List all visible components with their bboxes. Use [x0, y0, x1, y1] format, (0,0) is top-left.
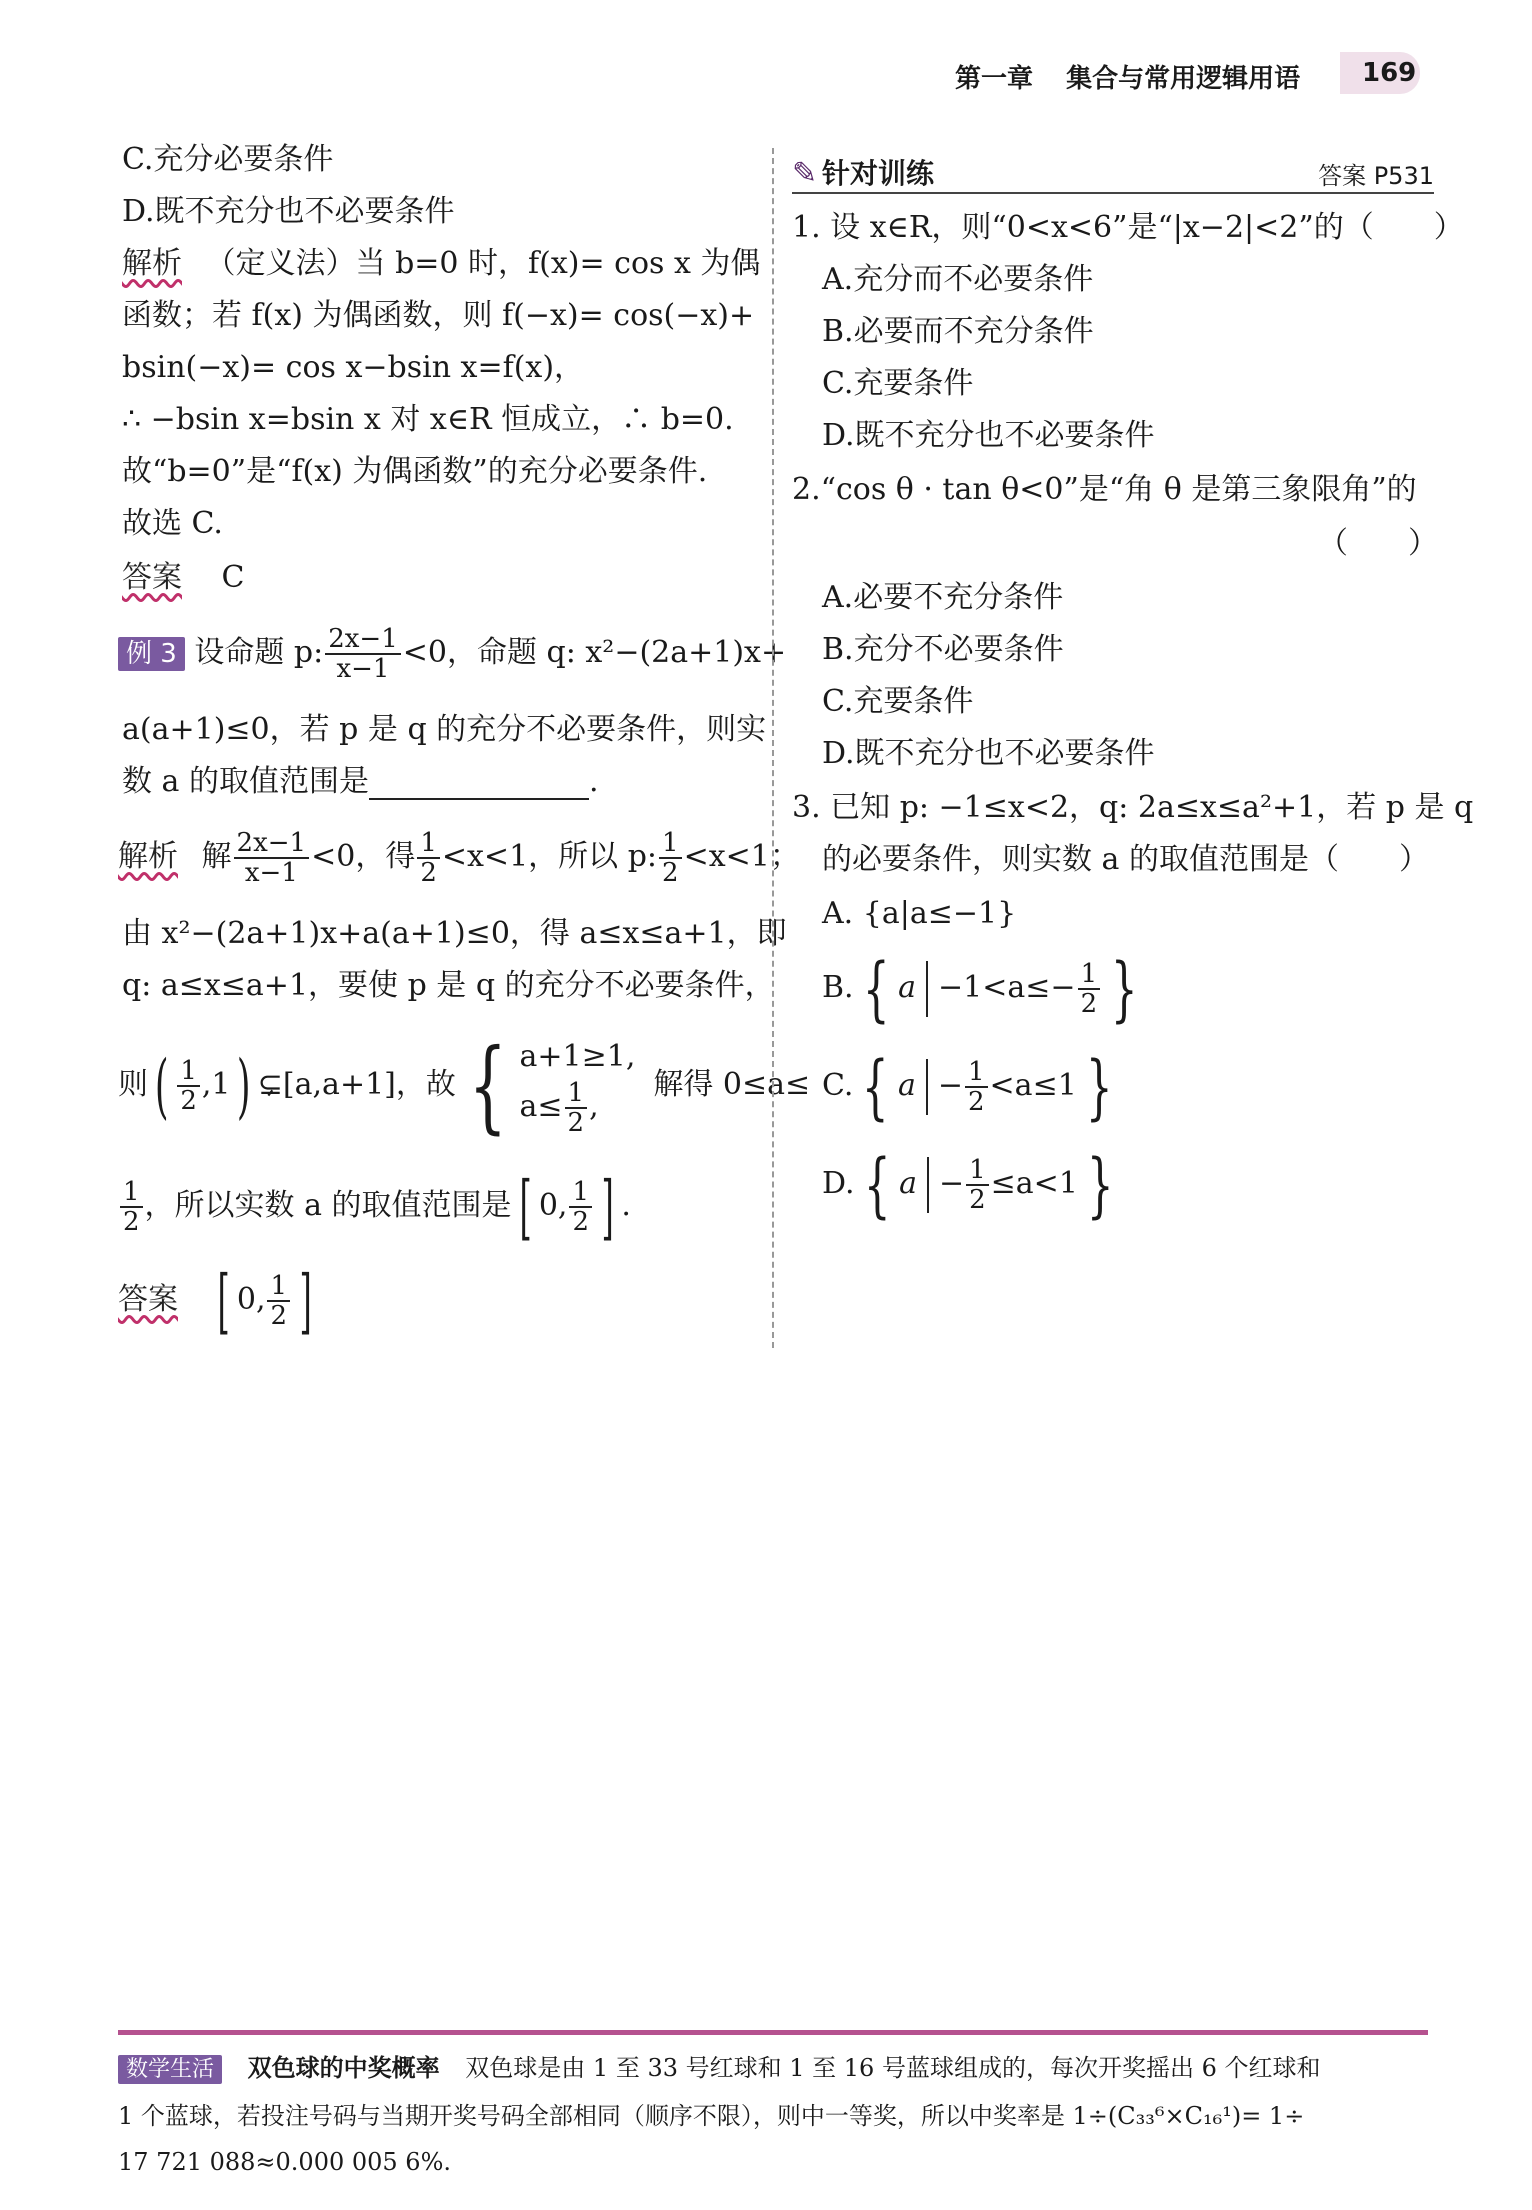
- footer-line-3: 17 721 088≈0.000 005 6%.: [118, 2148, 451, 2176]
- question-2-option-b: B.充分不必要条件: [822, 632, 1064, 667]
- footer-line-1: 数学生活 双色球的中奖概率 双色球是由 1 至 33 号红球和 1 至 16 号蓝球组成的，每次开奖摇出 6 个红球和: [118, 2045, 1428, 2093]
- answer-value: C: [221, 560, 245, 595]
- page-number: 169: [1362, 58, 1417, 88]
- solution-line-3: q: a≤x≤a+1，要使 p 是 q 的充分不必要条件，: [122, 968, 775, 1003]
- option-c: C.充分必要条件: [122, 142, 334, 177]
- option-d: D.既不充分也不必要条件: [122, 194, 455, 229]
- page-header: [955, 58, 1300, 95]
- analysis-line-5: 故“b=0”是“f(x) 为偶函数”的充分必要条件.: [122, 454, 708, 489]
- solution-label: 解析: [118, 839, 178, 874]
- question-1-option-d: D.既不充分也不必要条件: [822, 418, 1155, 453]
- chapter-title: 集合与常用逻辑用语: [1066, 64, 1301, 94]
- solution-line-1: 解析 解 $\frac{2x-1}{x-1}$ <0，得 $\frac{1}{2}$ <x<1，所以 p: $\frac{1}{2}$ <x<1；: [118, 828, 800, 888]
- question-1-option-b: B.必要而不充分条件: [822, 314, 1094, 349]
- footer-tag: 数学生活: [118, 2055, 222, 2084]
- answer-row-2: 答案 [ 0, $\frac{1}{2}$ ]: [118, 1260, 312, 1342]
- question-3-option-c: C. { a − $\frac{1}{2}$ <a≤1 }: [822, 1046, 1113, 1128]
- example-3-line-2: a(a+1)≤0，若 p 是 q 的充分不必要条件，则实: [122, 712, 767, 747]
- question-2-option-a: A.必要不充分条件: [822, 580, 1064, 615]
- answer-label: 答案: [118, 1282, 178, 1317]
- example-3-line-1: 例 3 设命题 p: $\frac{2x-1}{x-1}$ <0，命题 q: x²−(2a+1)x+: [118, 622, 786, 685]
- question-3-option-d: D. { a − $\frac{1}{2}$ ≤a<1 }: [822, 1144, 1114, 1226]
- analysis-line-4: ∴ −bsin x=bsin x 对 x∈R 恒成立，∴ b=0.: [122, 402, 734, 437]
- answer-blank: [369, 770, 589, 800]
- practice-header: [792, 152, 1434, 194]
- solution-line-4: 则( $\frac{1}{2}$ ,1) ⊊[a,a+1]，故 { a+1≥1, a≤ $\frac{1}{2}$ , 解得 0≤a≤: [118, 1027, 811, 1144]
- footer-title: 双色球的中奖概率: [247, 2054, 440, 2082]
- footer-line-2: 1 个蓝球，若投注号码与当期开奖号码全部相同（顺序不限），则中一等奖，所以中奖率是 1÷(C₃₃⁶×C₁₆¹)= 1÷: [118, 2102, 1305, 2130]
- question-3-option-a: A. {a|a≤−1}: [822, 896, 1017, 931]
- answer-label: 答案: [122, 560, 182, 595]
- question-3-option-b: B. { a −1<a≤− $\frac{1}{2}$ }: [822, 948, 1138, 1030]
- question-2-option-c: C.充要条件: [822, 684, 974, 719]
- question-1-option-c: C.充要条件: [822, 366, 974, 401]
- answer-reference: 答案 P531: [1318, 162, 1434, 190]
- chapter-number: 第一章: [955, 64, 1034, 94]
- question-2-answer-paren: （ ）: [1318, 526, 1438, 561]
- example-tag: 例 3: [118, 637, 185, 671]
- answer-value: 0,: [236, 1282, 266, 1317]
- answer-row: [122, 560, 245, 596]
- question-1-option-a: A.充分而不必要条件: [822, 262, 1094, 297]
- footer-rule: [118, 2030, 1428, 2035]
- example-3-line-3: 数 a 的取值范围是 .: [122, 764, 599, 799]
- analysis-line-3: bsin(−x)= cos x−bsin x=f(x)，: [122, 350, 585, 385]
- question-3-line-2: 的必要条件，则实数 a 的取值范围是（ ）: [822, 842, 1429, 877]
- pencil-icon: ✎: [792, 156, 818, 191]
- practice-title: 针对训练: [822, 157, 935, 190]
- analysis-label: 解析: [122, 246, 182, 281]
- column-divider: [772, 148, 774, 1348]
- solution-line-5: $\frac{1}{2}$ ，所以实数 a 的取值范围是 [ 0, $\frac{1}{2}$ ] .: [118, 1170, 631, 1242]
- analysis-line-2: 函数；若 f(x) 为偶函数，则 f(−x)= cos(−x)+: [122, 298, 755, 333]
- question-3-line-1: 3. 已知 p: −1≤x<2，q: 2a≤x≤a²+1，若 p 是 q: [792, 790, 1474, 825]
- question-2: 2.“cos θ · tan θ<0”是“角 θ 是第三象限角”的: [792, 472, 1417, 507]
- math-life-box: [118, 2030, 1428, 2185]
- analysis-line-6: 故选 C.: [122, 506, 223, 541]
- solution-line-2: 由 x²−(2a+1)x+a(a+1)≤0，得 a≤x≤a+1，即: [122, 916, 787, 951]
- analysis-line-1: 解析 （定义法）当 b=0 时，f(x)= cos x 为偶: [122, 246, 761, 281]
- question-1: 1. 设 x∈R，则“0<x<6”是“|x−2|<2”的（ ）: [792, 210, 1464, 245]
- question-2-option-d: D.既不充分也不必要条件: [822, 736, 1155, 771]
